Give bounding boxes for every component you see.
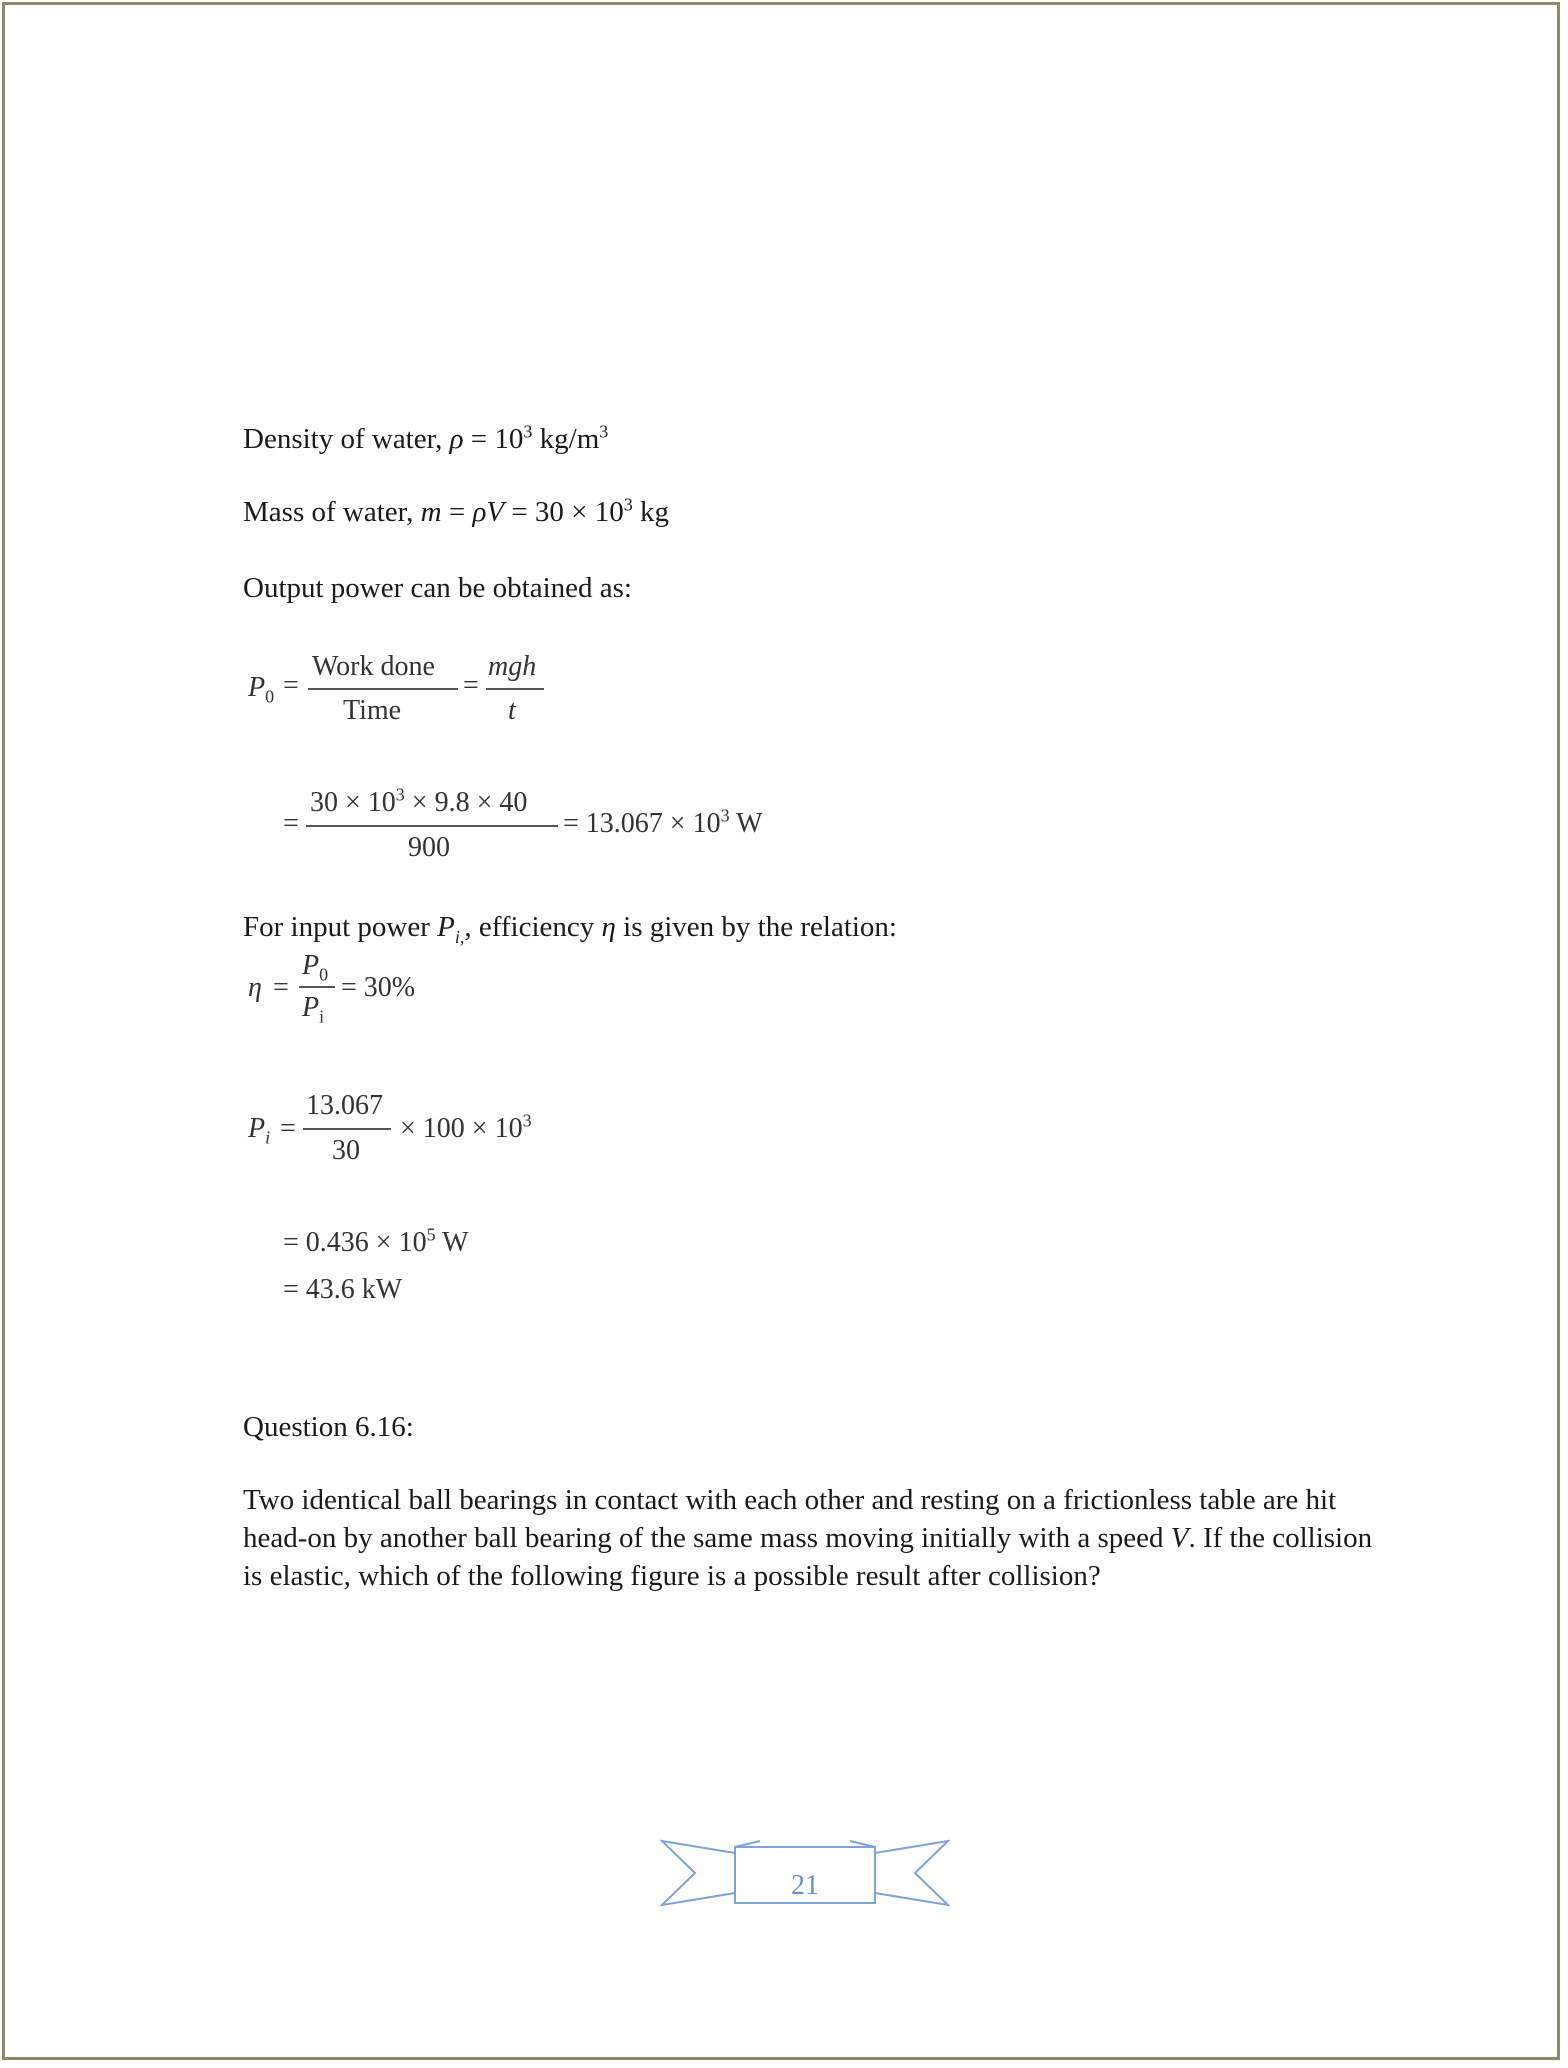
input-power-intro: For input power $P_{i,}$, efficiency η is given by the relation: xyxy=(243,911,897,947)
page-border xyxy=(2,2,1560,2060)
page-number: 21 xyxy=(791,1870,819,1901)
mass-line: Mass of water, $m = \rho V = 30 \times 10^3$ kg xyxy=(243,494,670,528)
output-power-intro: Output power can be obtained as: xyxy=(243,572,632,604)
density-line: Density of water, $\rho = 10^3$ $kg/m^3$ xyxy=(243,421,609,455)
question-title: Question 6.16: xyxy=(243,1411,414,1443)
question-text: Two identical ball bearings in contact with each other and resting on a frictionless table are hit head-on by another ball bearing of the same mass moving initially with a speed V. If the collision is elastic, which of the following figure is a possible result after collision? xyxy=(243,1484,1373,1592)
